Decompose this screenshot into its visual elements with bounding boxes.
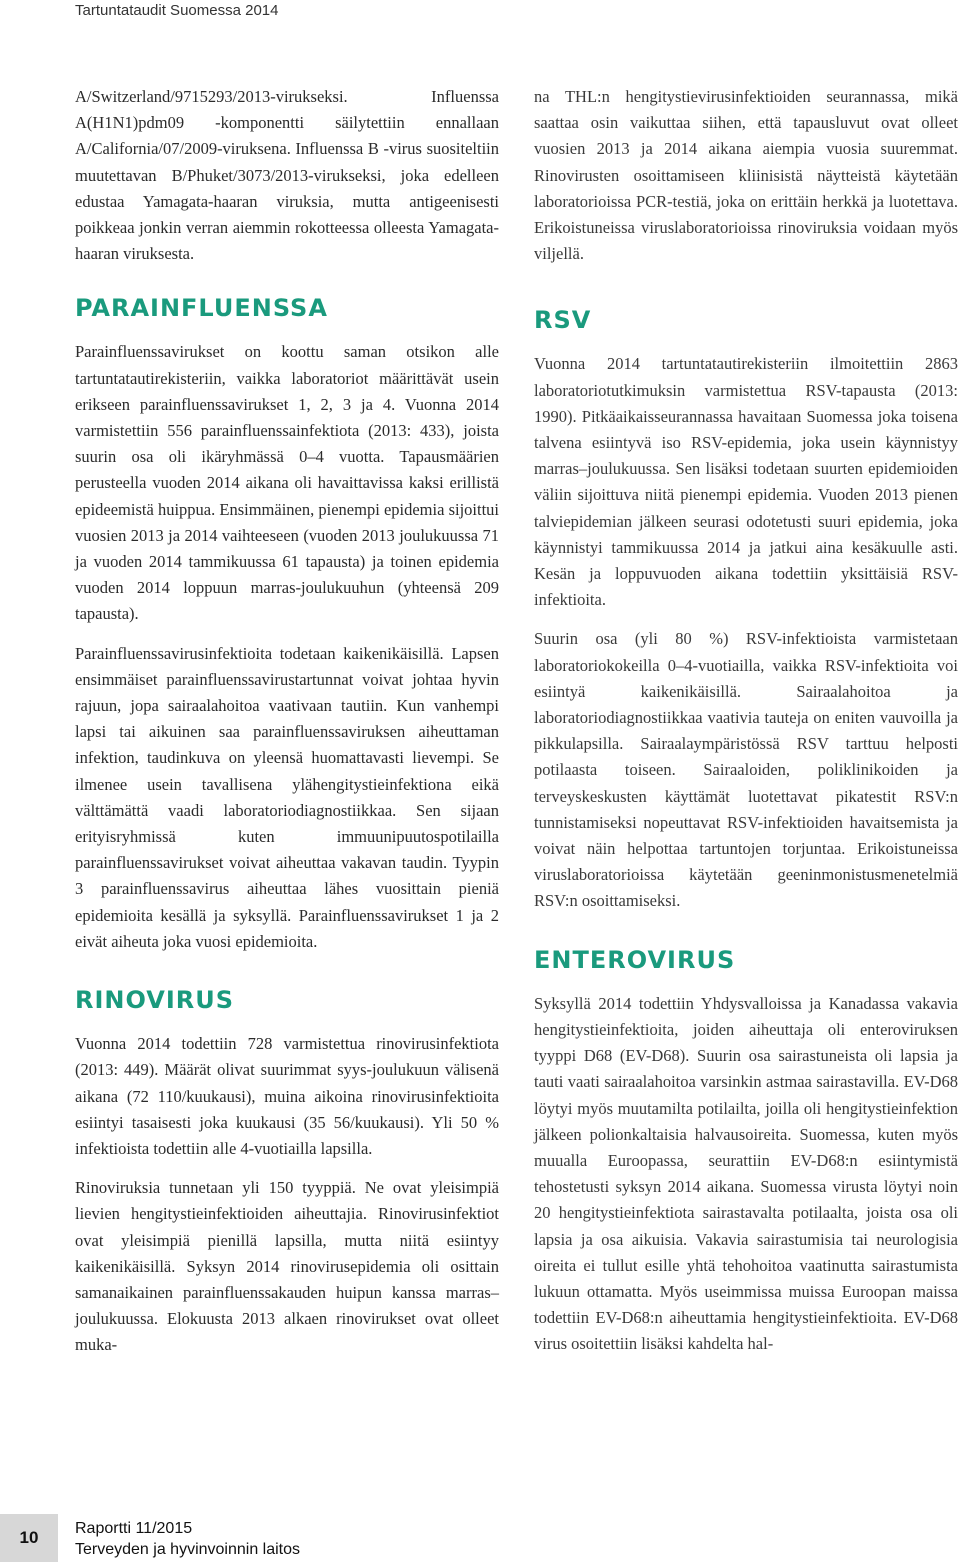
rsv-paragraph: Suurin osa (yli 80 %) RSV-infektioista varmistetaan laboratoriokokeilla 0–4-vuotiailla, vaikka RSV-infektioita voi esiintyä kaikenikäisillä. Sairaalahoitoa ja laboratoriodiagnostiikkaa vaativia tauteja on eniten vauvoilla ja pikkulapsilla. Sairaalaympäristössä RSV tarttuu helposti potilaasta toiseen. Sairaaloiden, poliklinikoiden ja terveyskeskusten käyttämät luotettavat pikatestit RSV:n tunnistamiseksi nopeuttavat RSV-infektioiden havaitsemista ja voivat näin helpottaa tartuntojen torjuntaa. Erikoistuneissa viruslaboratorioissa käytetään geeninmonistusmenetelmiä RSV:n osoittamiseksi. xyxy=(534,629,958,911)
section-heading-rinovirus: RINOVIRUS xyxy=(75,986,235,1015)
left-column xyxy=(75,84,499,1372)
section-heading-parainfluenssa: PARAINFLUENSSA xyxy=(75,294,328,323)
page-number: 10 xyxy=(0,1514,58,1562)
rsv-paragraph: Vuonna 2014 tartuntatautirekisteriin ilmoitettiin 2863 laboratoriotutkimuksin varmistettua RSV-tapausta (2013: 1990). Pitkäaikaisseurannassa havaitaan Suomessa joka toisena talvena esiintyvä iso RSV-epidemia, joka usein käynnistyy marras–joulukuussa. Sen lisäksi todetaan suurten epidemioiden väliin sijoittuva niitä pienempi epidemia. Vuoden 2013 pienen talviepidemian jälkeen seurasi odotetusti suuri epidemia, joka käynnistyi tammikuussa 2014 ja jatkui aina kesäkuulle asti. Kesän ja loppuvuoden aikana todettiin yksittäisiä RSV-infektioita. xyxy=(534,354,958,610)
rinovirus-paragraph: Vuonna 2014 todettiin 728 varmistettua rinovirusinfektiota (2013: 449). Määrät olivat suurimmat syys-joulukuun välisenä aikana (72 110/kuukausi), muina aikoina rinovirusinfektioita esiintyi tasaisesti joka kuukausi (35 56/kuukausi). Yli 50 % infektioista todettiin alle 4-vuotiailla lapsilla. xyxy=(75,1034,499,1158)
section-heading-rsv: RSV xyxy=(534,306,592,335)
publisher-name: Terveyden ja hyvinvoinnin laitos xyxy=(75,1541,301,1558)
report-number: Raportti 11/2015 xyxy=(75,1520,193,1537)
enterovirus-paragraph: Syksyllä 2014 todettiin Yhdysvalloissa ja Kanadassa vakavia hengitystieinfektioita, joiden aiheuttaja oli enteroviruksen tyyppi D68 (EV-D68). Suurin osa sairastuneista oli lapsia ja tauti vaati sairaalahoitoa varsinkin astmaa sairastavilla. EV-D68 löytyi myös muutamilta potilailta, joilla oli hengitystieinfektion jälkeen polionkaltaisia halvausoireita. Suomessa, kuten myös muualla Euroopassa, seurattiin EV-D68:n esiintymistä tehostetusti syksyn 2014 aikana. Suomessa virusta löytyi noin 20 hengitystieinfektiota sairastavalta potilaalta, joista osa oli lapsia ja osa aikuisia. Vakavia sairastumisia tai neurologisia oireita ei tullut esille yhtä tehohoitoa vaatinutta sairastumista lukuun ottamatta. Myös useimmissa muissa Euroopan maissa todettiin EV-D68:n aiheuttamia hengitystieinfektioita. EV-D68 virus osoitettiin lisäksi kahdelta hal- xyxy=(534,993,958,1354)
running-title: Tartuntataudit Suomessa 2014 xyxy=(75,2,279,19)
intro-paragraph: A/Switzerland/9715293/2013-virukseksi. Influenssa A(H1N1)pdm09 -komponentti säilytettiin ennallaan A/California/07/2009-viruksena. Influenssa B -virus suositeltiin muutettavan B/Phuket/3073/2013-virukseksi, joka edelleen edustaa Yamagata-haaran viruksia, mutta antigeenisesti poikkeaa jonkin verran aiemmin rokotteessa olleesta Yamagata-haaran viruksesta. xyxy=(75,87,499,264)
parainfluenssa-paragraph: Parainfluenssavirukset on koottu saman otsikon alle tartuntatautirekisteriin, vaikka laboratoriot määrittävät usein erikseen parainfluenssavirukset 1, 2, 3 ja 4. Vuonna 2014 varmistettiin 556 parainfluenssainfektiota (2013: 433), joista suurin osa oli ikäryhmässä 0–4 vuotta. Tapausmäärien perusteella vuoden 2014 aikana oli havaittavissa kaksi erillistä epideemistä huippua. Ensimmäinen, pienempi epidemia sijoittui vuosien 2013 ja 2014 vaihteeseen (vuoden 2013 joulukuussa 71 ja vuoden 2014 tammikuussa 61 tapausta) ja toinen epidemia vuoden 2014 loppuun marras-joulukuuhun (yhteensä 209 tapausta). xyxy=(75,342,499,624)
footer-publication xyxy=(75,1518,300,1560)
page-footer xyxy=(0,1514,960,1562)
right-column xyxy=(534,84,958,1371)
rinovirus-paragraph: Rinoviruksia tunnetaan yli 150 tyyppiä. Ne ovat yleisimpiä lievien hengitystieinfektioiden aiheuttajia. Rinovirusinfektiot ovat yleisimpiä pienillä lapsilla, mutta niitä esiintyy kaikenikäisillä. Syksyn 2014 rinovirusepidemia oli osittain samanaikainen parainfluenssakauden huipun kanssa marras–joulukuussa. Elokuusta 2013 alkaen rinovirukset ovat olleet muka- xyxy=(75,1178,499,1355)
parainfluenssa-paragraph: Parainfluenssavirusinfektioita todetaan kaikenikäisillä. Lapsen ensimmäiset parainfluenssavirustartunnat voivat johtaa hyvin rajuun, jopa sairaalahoitoa vaativaan tautiin. Kun vanhempi lapsi tai aikuinen saa parainfluenssaviruksen aiheuttaman infektion, taudinkuva on yleensä huomattavasti lievempi. Se ilmenee usein tavallisena ylähengitystieinfektiona eikä välttämättä vaadi laboratoriodiagnostiikkaa. Sen sijaan erityisryhmissä kuten immuunipuutospotilailla parainfluenssavirukset voivat aiheuttaa vakavan taudin. Tyypin 3 parainfluenssavirus aiheuttaa lähes vuosittain pieniä epidemioita kesällä ja syksyllä. Parainfluenssavirukset 1 ja 2 eivät aiheuta joka vuosi epidemioita. xyxy=(75,643,499,951)
section-heading-enterovirus: ENTEROVIRUS xyxy=(534,945,736,974)
continuation-paragraph: na THL:n hengitystievirusinfektioiden seurannassa, mikä saattaa osin vaikuttaa siihen, että tapausluvut ovat olleet vuosien 2013 ja 2014 aikana aiempia vuosia suuremmat. Rinovirusten osoittamiseen kliinisistä näytteistä käytetään laboratorioissa PCR-testiä, joka on erittäin herkkä ja luotettava. Erikoistuneissa viruslaboratorioissa rinoviruksia voidaan myös viljellä. xyxy=(534,87,958,264)
